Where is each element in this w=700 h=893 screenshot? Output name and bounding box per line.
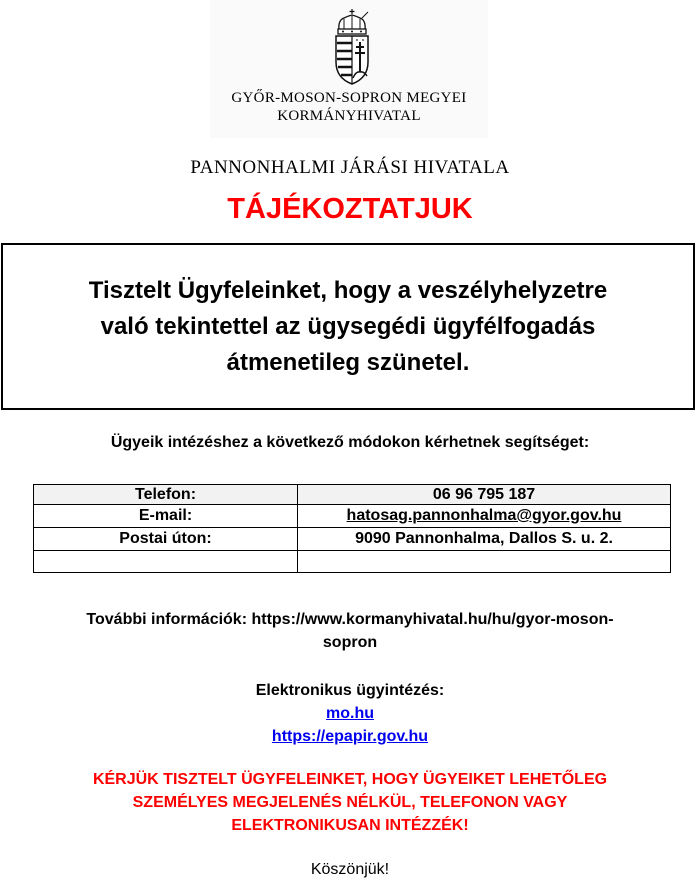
table-row — [34, 505, 671, 528]
electronic-admin-title: Elektronikus ügyintézés: — [255, 682, 445, 699]
contact-label: Postai úton: — [34, 528, 298, 551]
contact-label: E-mail: — [34, 505, 298, 528]
contact-value — [298, 551, 671, 573]
table-row — [34, 551, 671, 573]
org-name-line1: GYŐR-MOSON-SOPRON MEGYEI — [231, 90, 467, 106]
contact-table — [33, 484, 671, 573]
contact-value: 9090 Pannonhalma, Dallos S. u. 2. — [298, 528, 671, 551]
warning-line2: SZEMÉLYES MEGJELENÉS NÉLKÜL, TELEFONON VAGY — [132, 794, 568, 811]
page-title: TÁJÉKOZTATJUK — [227, 193, 473, 225]
table-row — [34, 485, 671, 505]
contact-label — [34, 551, 298, 573]
electronic-admin — [0, 679, 700, 748]
epapir-link[interactable]: https://epapir.gov.hu — [271, 728, 429, 745]
more-info-line2: sopron — [322, 634, 378, 651]
help-intro: Ügyeik intézéshez a következő módokon kérhetnek segítséget: — [110, 434, 590, 451]
logo-block — [210, 0, 488, 138]
mo-hu-link[interactable]: mo.hu — [326, 705, 374, 722]
contact-label: Telefon: — [34, 485, 298, 505]
warning-line1: KÉRJÜK TISZTELT ÜGYFELEINKET, HOGY ÜGYEIKET LEHETŐLEG — [92, 771, 608, 788]
more-info-line1: További információk: https://www.kormanyhivatal.hu/hu/gyor-moson- — [86, 611, 614, 628]
notice-text: Tisztelt Ügyfeleinket, hogy a veszélyhelyzetre való tekintettel az ügysegédi ügyfélfogadás átmenetileg szünetel. — [88, 276, 608, 376]
notice-box — [1, 243, 695, 410]
contact-value — [298, 505, 671, 528]
more-info — [0, 608, 700, 654]
coat-of-arms-icon — [329, 8, 375, 86]
warning-message — [0, 768, 700, 837]
contact-value: 06 96 795 187 — [298, 485, 671, 505]
table-row — [34, 528, 671, 551]
email-link[interactable]: hatosag.pannonhalma@gyor.gov.hu — [346, 507, 622, 524]
office-name: PANNONHALMI JÁRÁSI HIVATALA — [190, 157, 510, 178]
org-name-line2: KORMÁNYHIVATAL — [277, 108, 421, 124]
thanks-text: Köszönjük! — [310, 861, 390, 878]
warning-line3: ELEKTRONIKUSAN INTÉZZÉK! — [231, 817, 469, 834]
